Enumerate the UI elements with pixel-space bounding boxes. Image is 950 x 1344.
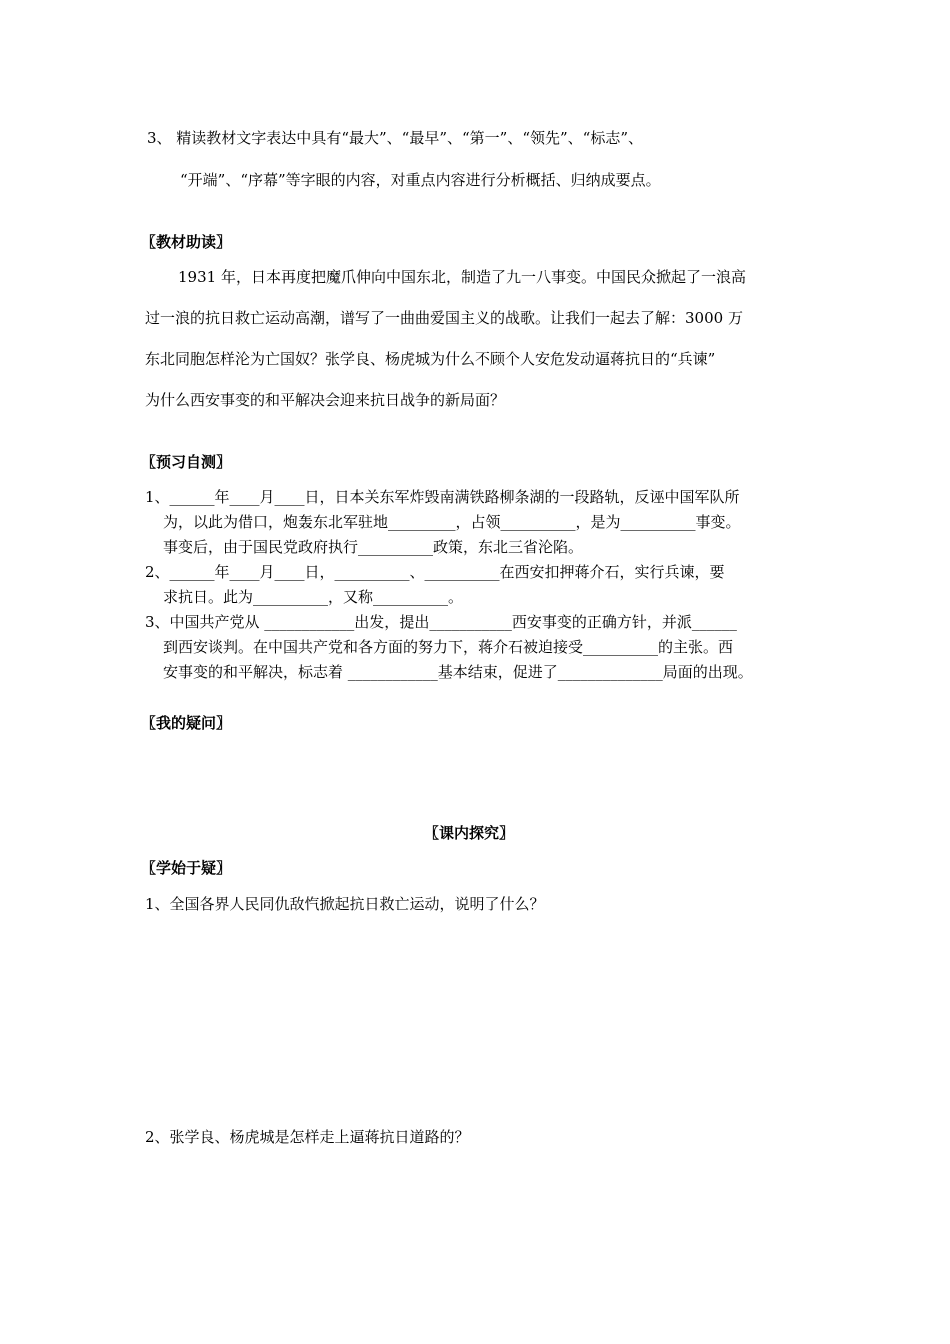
question-2: 2、张学良、杨虎城是怎样走上逼蒋抗日道路的？ — [145, 1128, 470, 1146]
reading-help-line: 东北同胞怎样沦为亡国奴？张学良、杨虎城为什么不顾个人安危发动逼蒋抗日的“兵谏” — [145, 350, 716, 368]
top-item-line1: 3、 精读教材文字表达中具有“最大”、“最早”、“第一”、“领先”、“标志”、 — [147, 129, 643, 147]
self-test-line: 为，以此为借口，炮轰东北军驻地_________，占领__________，是为__________事变。 — [163, 513, 741, 531]
self-test-line: 事变后，由于国民党政府执行__________政策，东北三省沦陷。 — [163, 538, 584, 556]
self-test-line: 求抗日。此为__________，又称__________。 — [163, 588, 464, 606]
reading-help-line: 过一浪的抗日救亡运动高潮，谱写了一曲曲爱国主义的战歌。让我们一起去了解：3000 万 — [145, 309, 743, 327]
my-questions-heading: 〖我的疑问〗 — [141, 714, 232, 732]
self-test-line: 到西安谈判。在中国共产党和各方面的努力下，蒋介石被迫接受__________的主张。西 — [163, 638, 734, 656]
reading-help-line: 1931 年，日本再度把魔爪伸向中国东北，制造了九一八事变。中国民众掀起了一浪高 — [178, 268, 746, 286]
inquiry-title: 〖课内探究〗 — [424, 824, 515, 842]
reading-help-heading: 〖教材助读〗 — [141, 233, 232, 251]
reading-help-line: 为什么西安事变的和平解决会迎来抗日战争的新局面？ — [145, 391, 506, 409]
self-test-line: 安事变的和平解决，标志着 ____________基本结束，促进了______________局面的出现。 — [163, 663, 753, 681]
self-test-line: 2、______年____月____日，__________、__________在西安扣押蒋介石，实行兵谏，要 — [145, 563, 725, 581]
question-1: 1、全国各界人民同仇敌忾掀起抗日救亡运动，说明了什么？ — [145, 895, 545, 913]
self-test-line: 1、______年____月____日，日本关东军炸毁南满铁路柳条湖的一段路轨，反诬中国军队所 — [145, 488, 740, 506]
top-item-line2: “开端”、“序幕”等字眼的内容，对重点内容进行分析概括、归纳成要点。 — [180, 171, 661, 189]
self-test-heading: 〖预习自测〗 — [141, 453, 232, 471]
self-test-line: 3、中国共产党从 ____________出发，提出___________西安事变的正确方针，并派______ — [145, 613, 737, 631]
inquiry-subheading: 〖学始于疑〗 — [141, 859, 232, 877]
